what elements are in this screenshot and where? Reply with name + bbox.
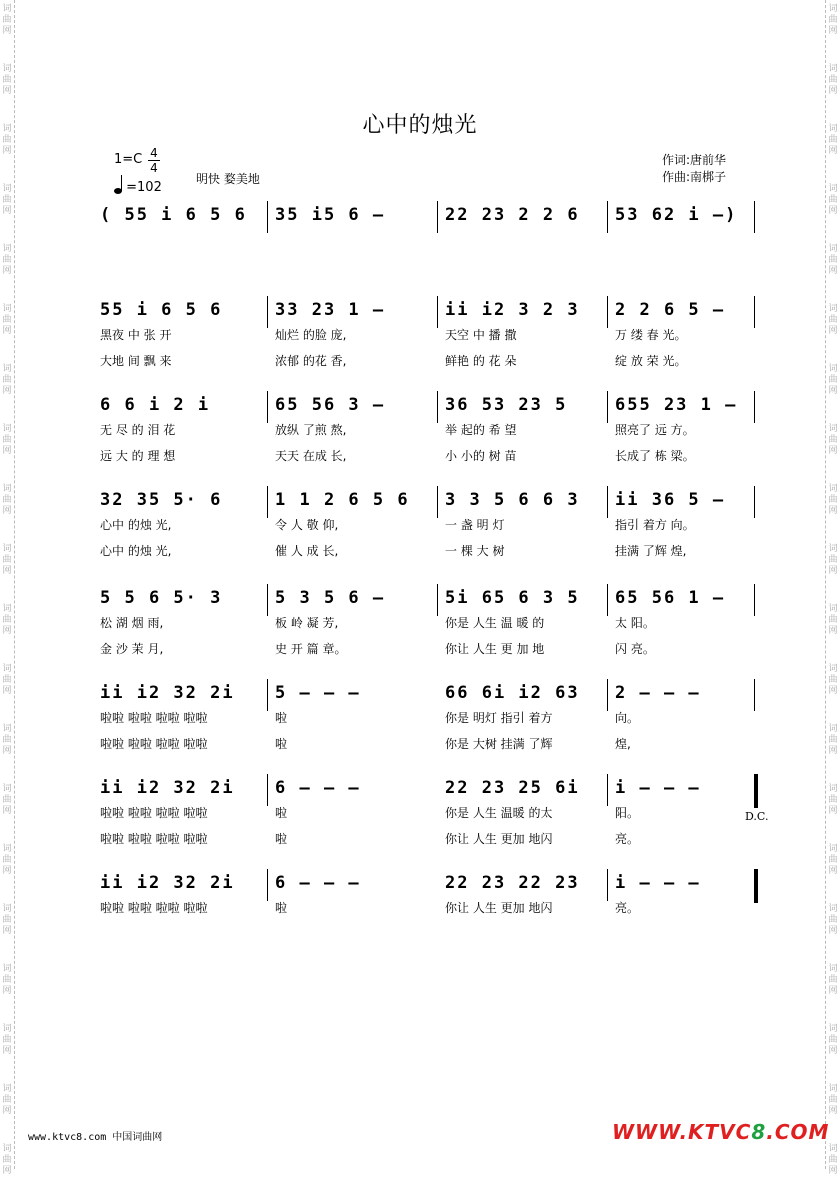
key-signature: 1=C (114, 152, 143, 167)
lyric-segment: 一 棵 大 树 (445, 544, 505, 558)
lyric-segment: 黑夜 中 张 开 (100, 328, 172, 342)
measure: 32 35 5· 6 (100, 490, 223, 510)
watermark-text: 词曲网 (828, 904, 838, 936)
barline (754, 201, 755, 233)
measure: 65 56 3 – (275, 395, 386, 415)
measure: i – – – (615, 873, 701, 893)
lyric-segment: 啦 (275, 832, 288, 846)
barline (754, 486, 755, 518)
measure: 33 23 1 – (275, 300, 386, 320)
watermark-text: 词曲网 (2, 124, 12, 156)
measure: 2 – – – (615, 683, 701, 703)
watermark-text: 词曲网 (828, 304, 838, 336)
lyric-segment: 天空 中 播 撒 (445, 328, 517, 342)
barline (754, 584, 755, 616)
measure: 66 6i i2 63 (445, 683, 580, 703)
watermark-text: 词曲网 (828, 1024, 838, 1056)
lyric-segment: 大地 间 飘 来 (100, 354, 172, 368)
watermark-text: 词曲网 (2, 64, 12, 96)
lyric-segment: 你让 人生 更加 地闪 (445, 901, 553, 915)
lyric-segment: 放纵 了煎 熬, (275, 423, 347, 437)
measure: ii i2 32 2i (100, 683, 235, 703)
lyric-segment: 松 湖 烟 雨, (100, 616, 164, 630)
watermark-text: 词曲网 (828, 1144, 838, 1176)
lyric-segment: 亮。 (615, 901, 640, 915)
lyric-segment: 万 缕 春 光。 (615, 328, 687, 342)
composer: 作曲:南梆子 (662, 170, 727, 184)
lyric-segment: 你是 人生 温暖 的太 (445, 806, 553, 820)
style-marking: 明快 婺美地 (196, 172, 260, 186)
lyric-segment: 阳。 (615, 806, 640, 820)
footer-logo (612, 1120, 829, 1144)
barline (267, 486, 268, 518)
lyric-segment: 啦 (275, 806, 288, 820)
measure: 3 3 5 6 6 3 (445, 490, 580, 510)
barline (607, 486, 608, 518)
measure: 65 56 1 – (615, 588, 726, 608)
measure: 5 5 6 5· 3 (100, 588, 223, 608)
tempo-value: =102 (126, 180, 162, 195)
barline (267, 774, 268, 806)
watermark-text: 词曲网 (2, 844, 12, 876)
barline (607, 869, 608, 901)
quarter-note-icon (114, 188, 122, 194)
lyric-segment: 啦啦 啦啦 啦啦 啦啦 (100, 806, 208, 820)
lyric-segment: 天天 在成 长, (275, 449, 347, 463)
watermark-text: 词曲网 (828, 604, 838, 636)
barline (437, 201, 438, 233)
barline (267, 679, 268, 711)
lyric-segment: 令 人 敬 仰, (275, 518, 339, 532)
time-numerator: 4 (148, 146, 160, 161)
song-title: 心中的烛光 (362, 113, 478, 138)
watermark-text: 词曲网 (2, 724, 12, 756)
measure: 6 – – – (275, 778, 361, 798)
barline (267, 296, 268, 328)
watermark-text: 词曲网 (2, 784, 12, 816)
barline (267, 201, 268, 233)
watermark-text: 词曲网 (2, 664, 12, 696)
watermark-text: 词曲网 (2, 484, 12, 516)
measure: 6 – – – (275, 873, 361, 893)
tempo-marking (114, 180, 162, 195)
lyric-segment: 鲜艳 的 花 朵 (445, 354, 517, 368)
watermark-text: 词曲网 (828, 784, 838, 816)
measure: 36 53 23 5 (445, 395, 568, 415)
measure: 22 23 2 2 6 (445, 205, 580, 225)
barline (267, 391, 268, 423)
measure: 22 23 25 6i (445, 778, 580, 798)
watermark-text: 词曲网 (2, 964, 12, 996)
dc-marking: D.C. (745, 810, 769, 823)
lyric-segment: 一 盏 明 灯 (445, 518, 505, 532)
barline (607, 774, 608, 806)
watermark-text: 词曲网 (2, 1084, 12, 1116)
footer-logo-b: 8 (751, 1120, 767, 1144)
barline (754, 774, 758, 808)
lyric-segment: 小 小的 树 苗 (445, 449, 517, 463)
lyric-segment: 啦 (275, 737, 288, 751)
measure: 6 6 i 2 i (100, 395, 211, 415)
measure: ii i2 32 2i (100, 873, 235, 893)
footer-logo-a: WWW.KTVC (612, 1120, 752, 1144)
barline (607, 201, 608, 233)
barline (437, 296, 438, 328)
lyric-segment: 亮。 (615, 832, 640, 846)
lyricist: 作词:唐前华 (662, 153, 727, 167)
barline (437, 486, 438, 518)
barline (437, 391, 438, 423)
footer-logo-c: .COM (766, 1120, 830, 1144)
credits (662, 152, 726, 186)
watermark-text: 词曲网 (828, 364, 838, 396)
measure: ii i2 3 2 3 (445, 300, 580, 320)
measure: 5 3 5 6 – (275, 588, 386, 608)
right-watermark-strip (825, 0, 840, 1176)
measure: 22 23 22 23 (445, 873, 580, 893)
barline (754, 296, 755, 328)
lyric-segment: 无 尽 的 泪 花 (100, 423, 176, 437)
watermark-text: 词曲网 (828, 844, 838, 876)
lyric-segment: 心中 的烛 光, (100, 544, 172, 558)
measure: ( 55 i 6 5 6 (100, 205, 247, 225)
barline (754, 679, 755, 711)
lyric-segment: 啦 (275, 901, 288, 915)
lyric-segment: 你是 明灯 指引 着方 (445, 711, 553, 725)
lyric-segment: 你是 人生 温 暖 的 (445, 616, 545, 630)
measure: i – – – (615, 778, 701, 798)
time-denominator: 4 (150, 161, 158, 175)
barline (607, 679, 608, 711)
watermark-text: 词曲网 (2, 184, 12, 216)
watermark-text: 词曲网 (2, 364, 12, 396)
footer-site: www.ktvc8.com 中国词曲网 (28, 1132, 163, 1143)
lyric-segment: 你是 大树 挂满 了辉 (445, 737, 553, 751)
measure: 35 i5 6 – (275, 205, 386, 225)
watermark-text: 词曲网 (828, 664, 838, 696)
lyric-segment: 煌, (615, 737, 631, 751)
watermark-text: 词曲网 (2, 244, 12, 276)
measure: 2 2 6 5 – (615, 300, 726, 320)
barline (754, 869, 758, 903)
lyric-segment: 举 起的 希 望 (445, 423, 517, 437)
lyric-segment: 指引 着方 向。 (615, 518, 695, 532)
watermark-text: 词曲网 (828, 424, 838, 456)
time-signature (148, 146, 160, 175)
lyric-segment: 啦啦 啦啦 啦啦 啦啦 (100, 832, 208, 846)
watermark-text: 词曲网 (2, 4, 12, 36)
measure: 1 1 2 6 5 6 (275, 490, 410, 510)
lyric-segment: 太 阳。 (615, 616, 655, 630)
watermark-text: 词曲网 (2, 904, 12, 936)
watermark-text: 词曲网 (828, 124, 838, 156)
measure: ii 36 5 – (615, 490, 726, 510)
lyric-segment: 你让 人生 更 加 地 (445, 642, 545, 656)
lyric-segment: 向。 (615, 711, 640, 725)
lyric-segment: 闪 亮。 (615, 642, 655, 656)
barline (607, 391, 608, 423)
lyric-segment: 啦啦 啦啦 啦啦 啦啦 (100, 711, 208, 725)
barline (267, 869, 268, 901)
watermark-text: 词曲网 (828, 484, 838, 516)
watermark-text: 词曲网 (2, 1144, 12, 1176)
lyric-segment: 板 岭 凝 芳, (275, 616, 339, 630)
lyric-segment: 浓郁 的花 香, (275, 354, 347, 368)
measure: 5i 65 6 3 5 (445, 588, 580, 608)
watermark-text: 词曲网 (828, 1084, 838, 1116)
lyric-segment: 心中 的烛 光, (100, 518, 172, 532)
barline (754, 391, 755, 423)
lyric-segment: 灿烂 的脸 庞, (275, 328, 347, 342)
measure: 655 23 1 – (615, 395, 738, 415)
lyric-segment: 你让 人生 更加 地闪 (445, 832, 553, 846)
watermark-text: 词曲网 (828, 544, 838, 576)
lyric-segment: 啦啦 啦啦 啦啦 啦啦 (100, 737, 208, 751)
barline (607, 296, 608, 328)
lyric-segment: 绽 放 荣 光。 (615, 354, 687, 368)
lyric-segment: 啦啦 啦啦 啦啦 啦啦 (100, 901, 208, 915)
watermark-text: 词曲网 (828, 184, 838, 216)
barline (437, 584, 438, 616)
measure: 55 i 6 5 6 (100, 300, 223, 320)
watermark-text: 词曲网 (2, 604, 12, 636)
watermark-text: 词曲网 (828, 964, 838, 996)
watermark-text: 词曲网 (828, 244, 838, 276)
lyric-segment: 照亮了 远 方。 (615, 423, 695, 437)
lyric-segment: 史 开 篇 章。 (275, 642, 347, 656)
measure: 53 62 i –) (615, 205, 738, 225)
lyric-segment: 催 人 成 长, (275, 544, 339, 558)
watermark-text: 词曲网 (828, 64, 838, 96)
measure: ii i2 32 2i (100, 778, 235, 798)
lyric-segment: 长成了 栋 梁。 (615, 449, 695, 463)
barline (267, 584, 268, 616)
barline (607, 584, 608, 616)
lyric-segment: 啦 (275, 711, 288, 725)
lyric-segment: 金 沙 茉 月, (100, 642, 164, 656)
measure: 5 – – – (275, 683, 361, 703)
watermark-text: 词曲网 (2, 304, 12, 336)
watermark-text: 词曲网 (2, 544, 12, 576)
left-watermark-strip (0, 0, 15, 1176)
lyric-segment: 远 大 的 理 想 (100, 449, 176, 463)
watermark-text: 词曲网 (828, 724, 838, 756)
watermark-text: 词曲网 (2, 424, 12, 456)
watermark-text: 词曲网 (2, 1024, 12, 1056)
lyric-segment: 挂满 了辉 煌, (615, 544, 687, 558)
watermark-text: 词曲网 (828, 4, 838, 36)
